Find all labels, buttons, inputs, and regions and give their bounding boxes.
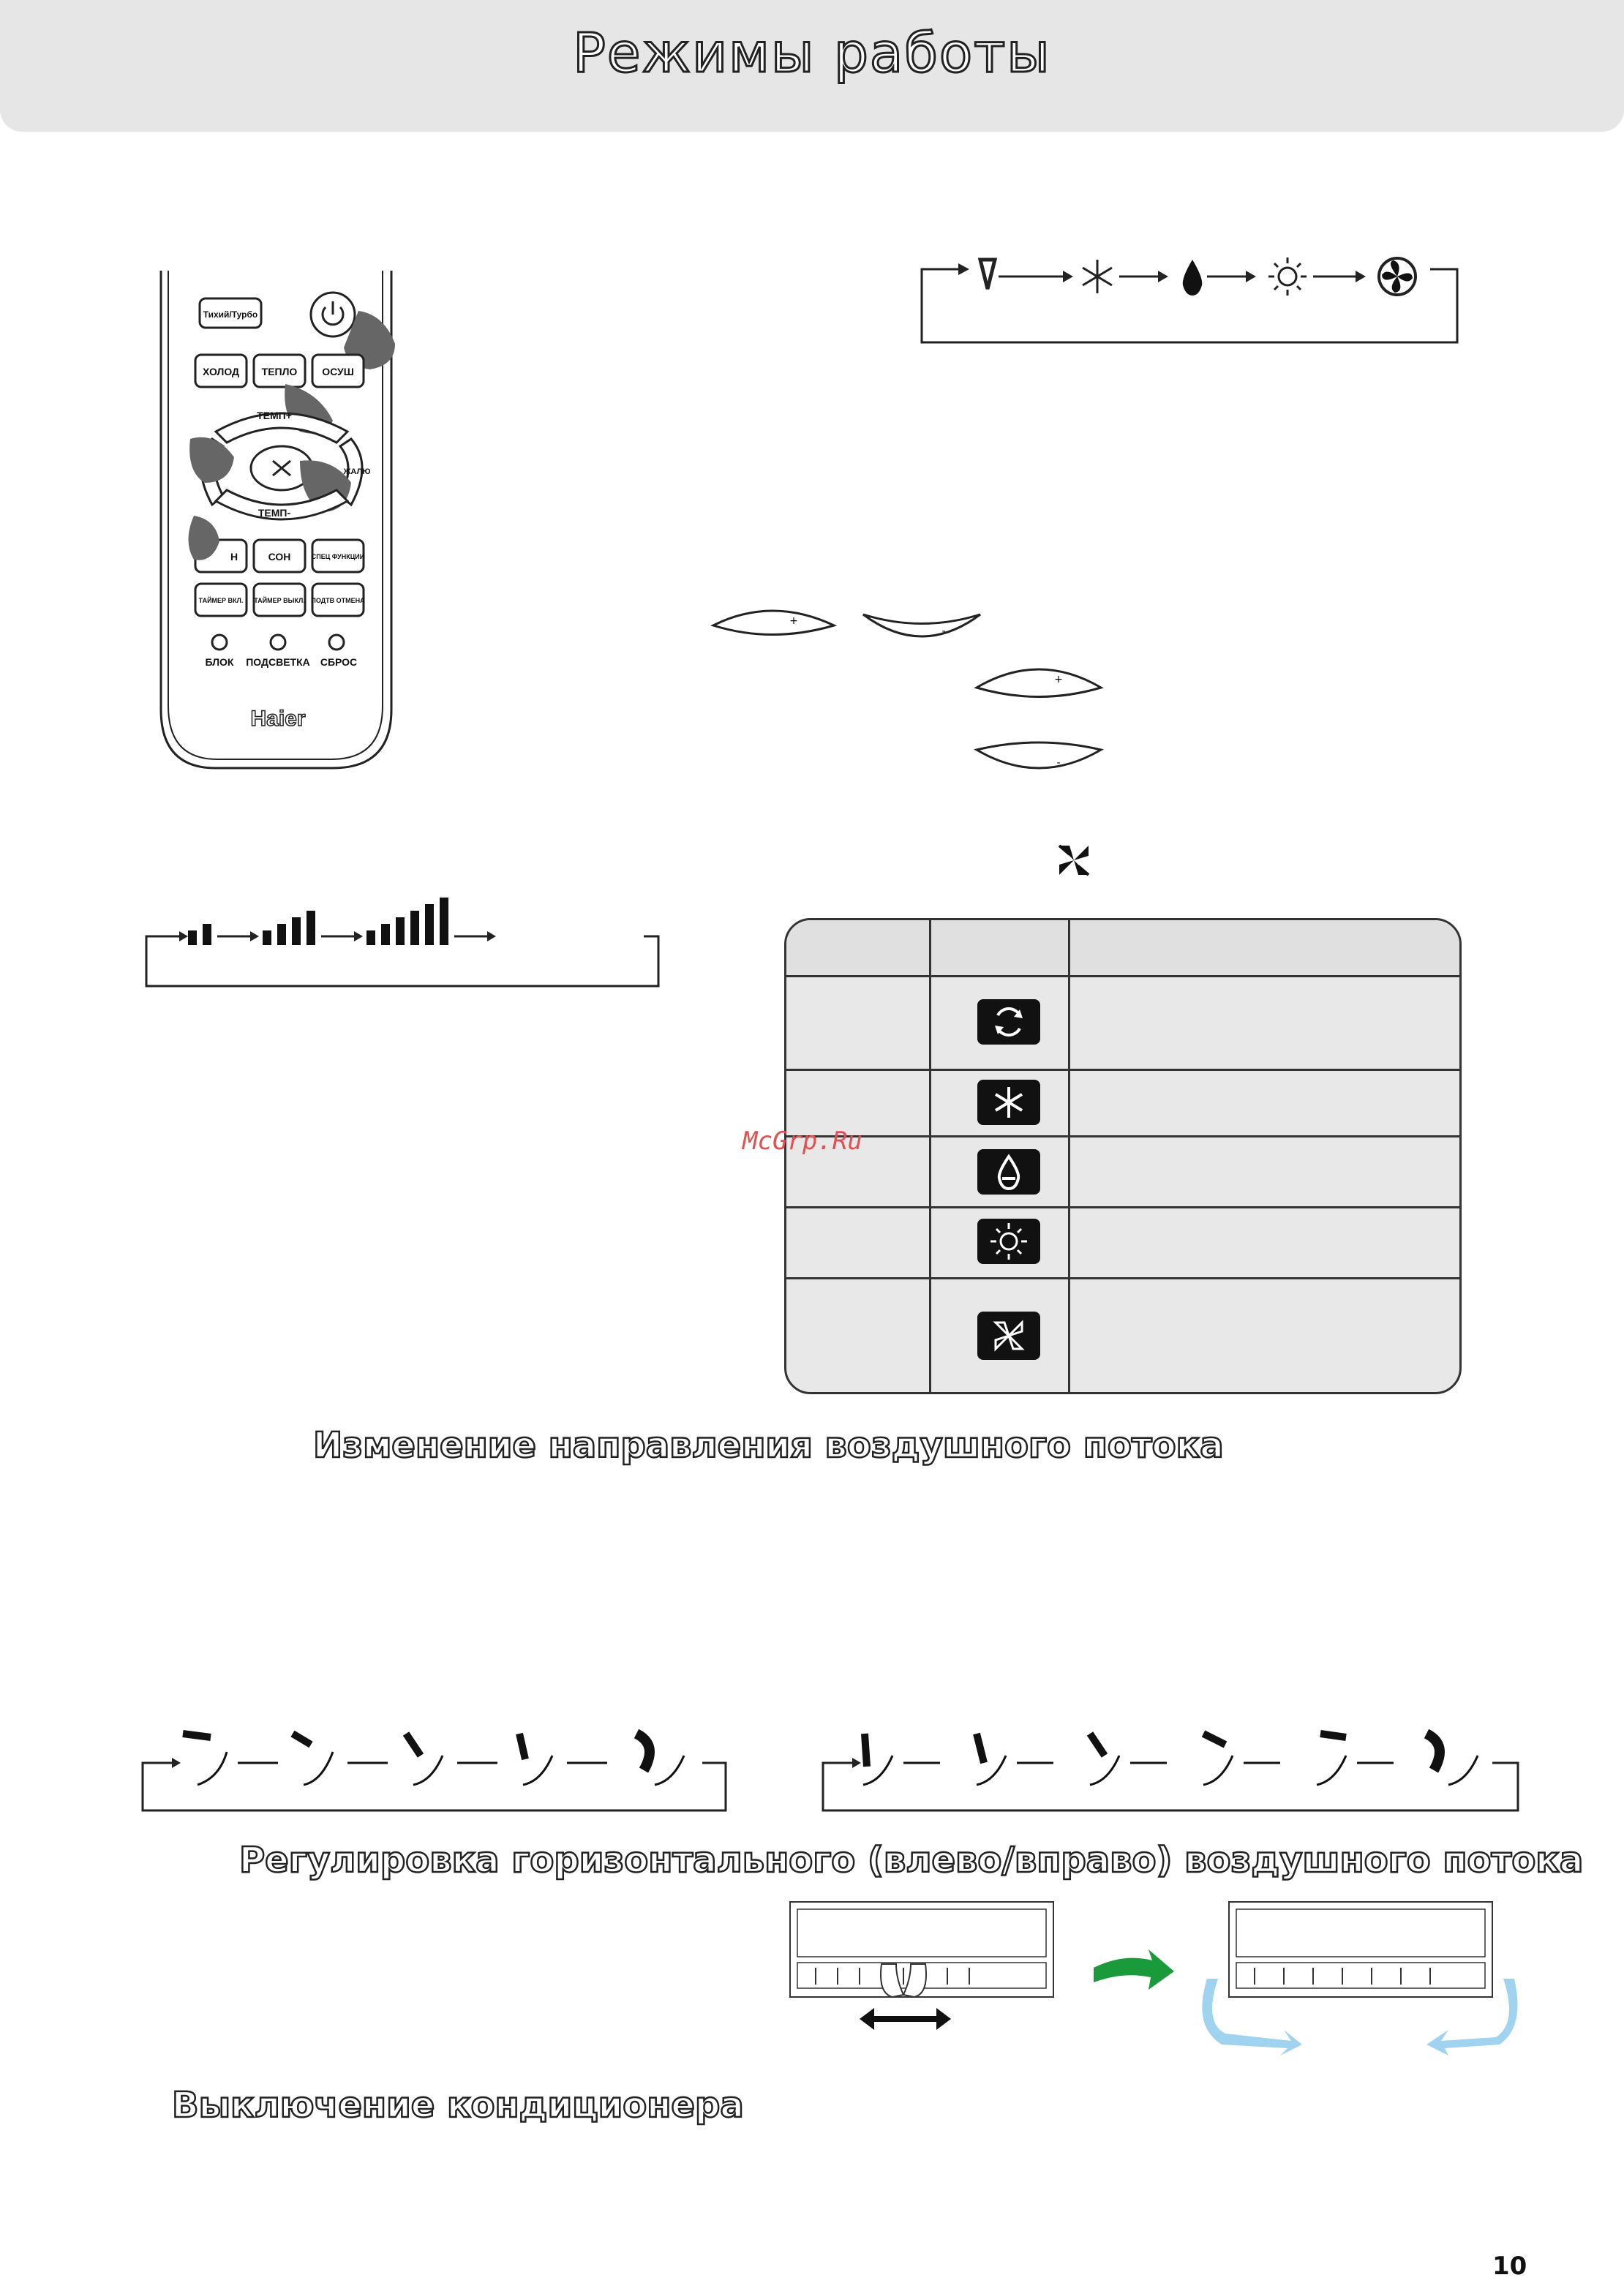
temp-buttons-vertical [973, 655, 1112, 783]
temp-minus-button [863, 614, 980, 636]
temp-minus-sign: - [1056, 757, 1061, 769]
sun-icon [1268, 257, 1307, 296]
mode-cycle-diagram [918, 249, 1467, 351]
ac-unit-left [790, 1902, 1053, 2030]
fan-speed-bar [277, 924, 286, 945]
fan-speed-bar [307, 911, 315, 945]
fan-speed-bar [410, 911, 419, 945]
temp-buttons-diagram [710, 600, 1002, 783]
cool-label: ХОЛОД [202, 366, 240, 377]
timer-on-label: ТАЙМЕР ВКЛ. [198, 597, 244, 604]
section-title-turn-off: Выключение кондиционера [172, 2085, 744, 2126]
backlight-label: ПОДСВЕТКА [246, 656, 310, 668]
fan-speed-arrowhead [487, 931, 496, 941]
fan-icon [977, 1312, 1040, 1360]
louver-vertical-diagram-1 [139, 1723, 732, 1818]
timer-off-label: ТАЙМЕР ВЫКЛ. [254, 597, 305, 604]
fan-speed-bar [292, 917, 301, 945]
table-row [786, 977, 1459, 1071]
temp-plus-sign: + [789, 615, 798, 627]
confirm-cancel-label: ПОДТВ ОТМЕНА [311, 597, 365, 604]
fan-speed-level-2 [263, 911, 315, 945]
mode-table [784, 918, 1462, 1394]
special-label: СПЕЦ ФУНКЦИИ [311, 553, 365, 560]
reset-button[interactable] [329, 635, 344, 650]
louver-vertical-diagram-2 [819, 1723, 1522, 1818]
heat-label: ТЕПЛО [261, 366, 298, 377]
auto-icon [977, 999, 1040, 1045]
lock-button[interactable] [212, 635, 227, 650]
fan-speed-bar [366, 930, 375, 945]
next-arrow-icon [1094, 1949, 1174, 1990]
fan-speed-level-1 [188, 924, 211, 945]
backlight-button[interactable] [271, 635, 285, 650]
section-title-horizontal-airflow: Регулировка горизонтального (влево/вправо) воздушного потока [239, 1840, 1584, 1881]
temp-minus-sign: - [941, 625, 946, 637]
fan-speed-arrowhead [250, 931, 259, 941]
page-number: 10 [1492, 2252, 1527, 2281]
partial-label: Н [230, 551, 238, 563]
quiet-turbo-label: Тихий/Турбо [203, 309, 258, 320]
table-row [786, 1208, 1459, 1279]
snowflake-icon [977, 1080, 1040, 1125]
table-row [786, 1137, 1459, 1208]
ac-unit-right [1202, 1902, 1517, 2056]
fan-speed-arrowhead [354, 931, 363, 941]
remote-control [150, 263, 413, 775]
fan-speed-bar [440, 898, 448, 945]
sleep-label: СОН [268, 551, 291, 563]
lock-label: БЛОК [205, 656, 234, 668]
auto-icon [980, 260, 995, 289]
fan-speed-bar [425, 904, 434, 945]
table-header-row [786, 920, 1459, 977]
table-row [786, 1071, 1459, 1137]
temp-plus-button [977, 669, 1101, 697]
reset-label: СБРОС [320, 656, 358, 668]
page-title: Режимы работы [573, 22, 1051, 85]
drop-icon [977, 1149, 1040, 1195]
section-title-airflow-direction: Изменение направления воздушного потока [313, 1425, 1224, 1466]
temp-minus-button [977, 742, 1101, 768]
fan-icon [1053, 840, 1094, 881]
fan-speed-bar [263, 930, 271, 945]
fan-icon [1379, 258, 1416, 295]
fan-speed-bar [188, 930, 197, 945]
fan-speed-diagram [143, 885, 662, 995]
temp-down-label: ТЕМП- [257, 507, 291, 519]
drop-icon [1183, 260, 1202, 296]
temp-up-label: ТЕМП+ [257, 410, 292, 421]
temp-plus-sign: + [1054, 674, 1063, 685]
temp-plus-button [713, 611, 834, 635]
dry-label: ОСУШ [322, 366, 354, 377]
brand-logo: Haier [250, 707, 306, 731]
snowflake-icon [1083, 260, 1112, 293]
swing-label: ЖАЛЮ [343, 467, 371, 476]
watermark: McGrp.Ru [743, 1127, 862, 1156]
fan-speed-bar [396, 917, 405, 945]
fan-speed-bar [203, 924, 211, 945]
fan-speed-bar [381, 924, 390, 945]
fan-speed-level-3 [366, 898, 448, 945]
ac-horizontal-airflow-illustration [786, 1898, 1525, 2059]
sun-icon [977, 1219, 1040, 1264]
